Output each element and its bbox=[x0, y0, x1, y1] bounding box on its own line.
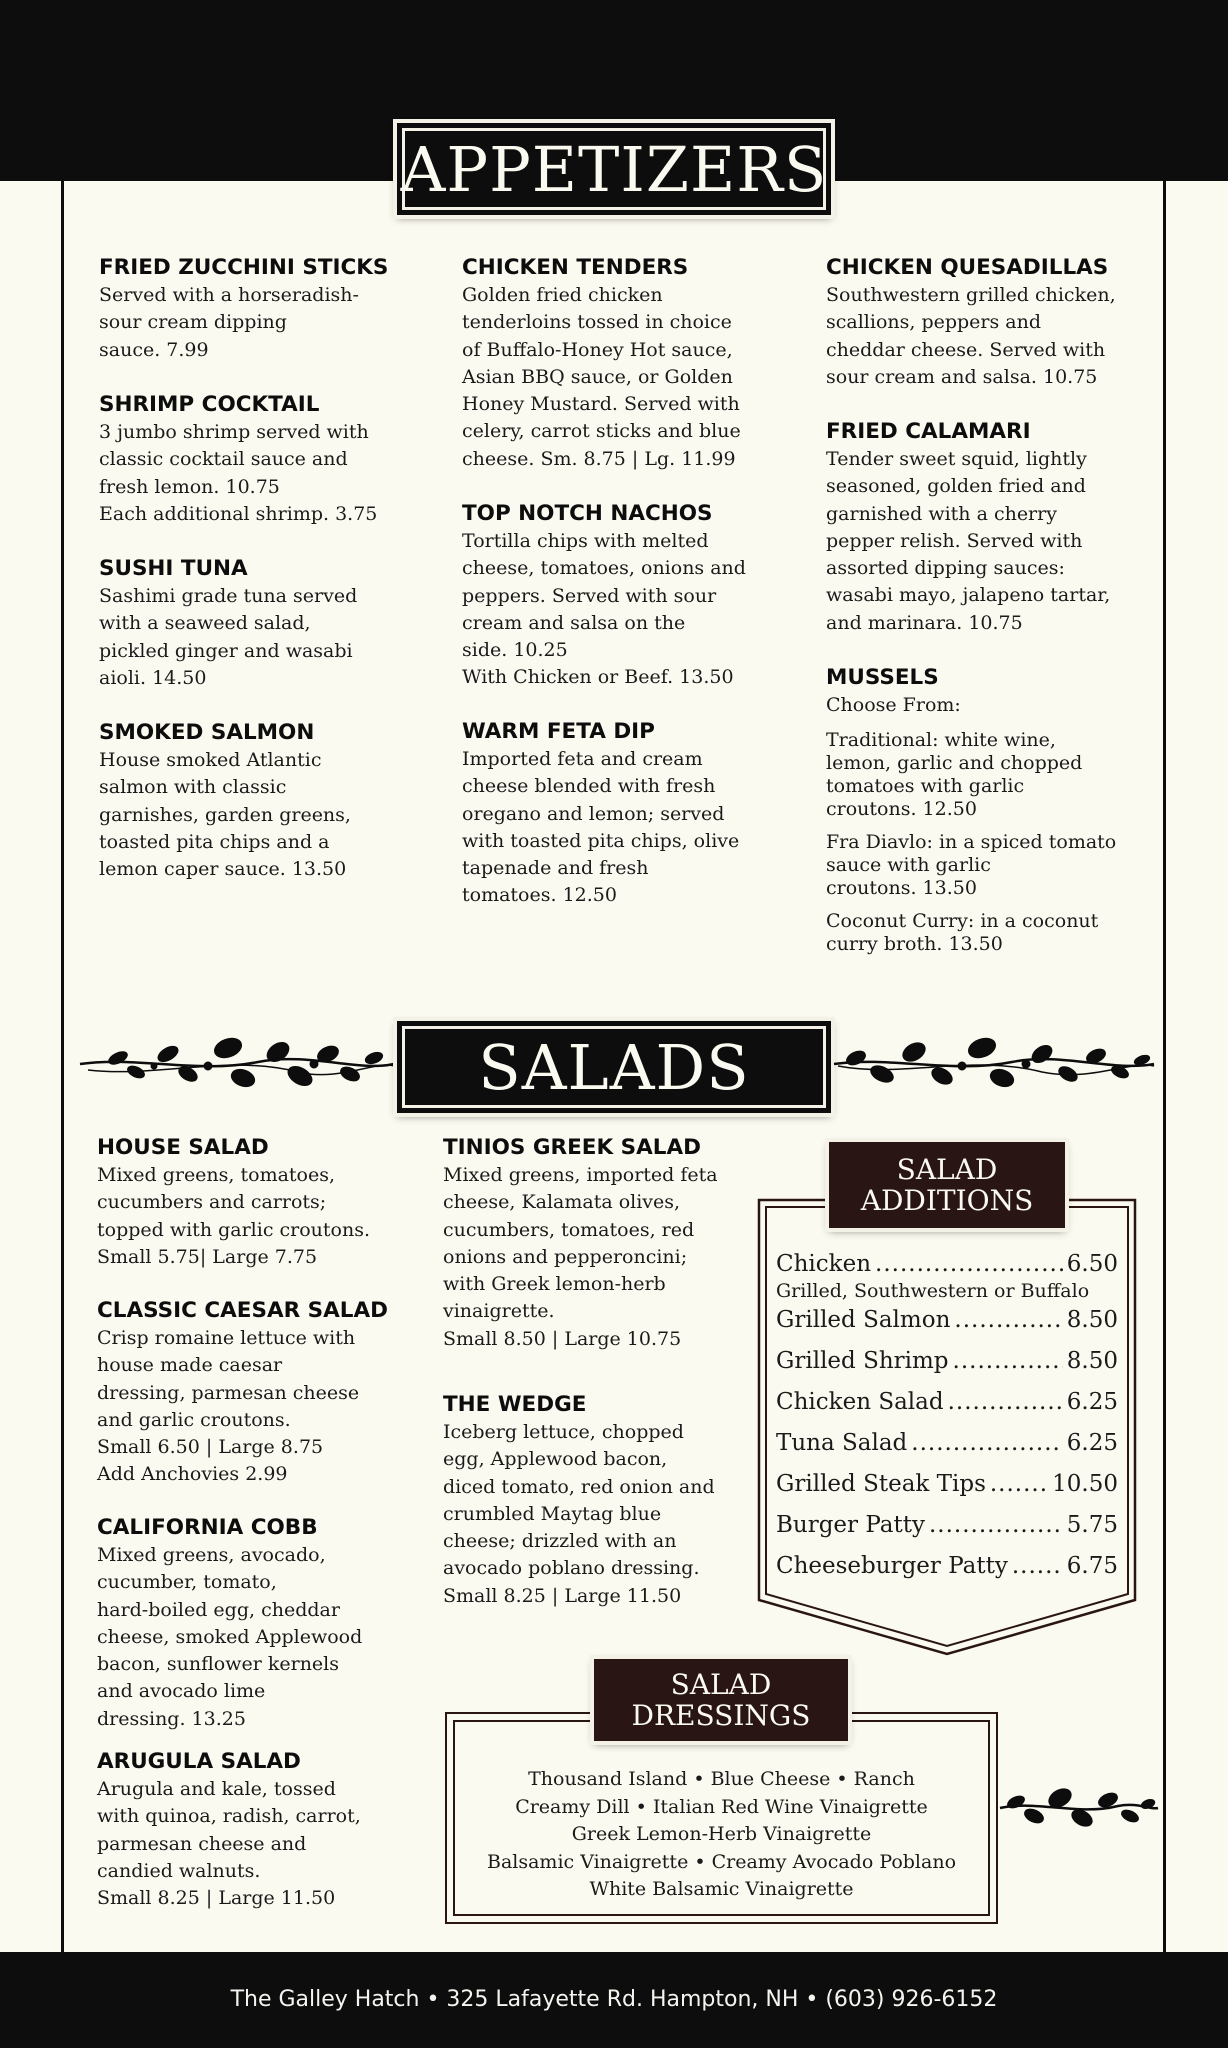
left-border-line bbox=[61, 181, 64, 1952]
menu-item-house-salad bbox=[97, 1134, 407, 1271]
additions-list bbox=[776, 1251, 1118, 1594]
addition-note: Grilled, Southwestern or Buffalo bbox=[776, 1280, 1090, 1302]
item-description: Tortilla chips with melted cheese, tomatoes, onions and peppers. Served with sour cream and salsa on the side. 10.25 With Chicken or Beef. 13.50 bbox=[462, 530, 746, 689]
salads-title-text: SALADS bbox=[478, 1030, 750, 1104]
item-description: Golden fried chicken tenderloins tossed in choice of Buffalo-Honey Hot sauce, Asian BBQ sauce, or Golden Honey Mustard. Served with celery, carrot sticks and blue cheese. Sm. 8.75 | Lg. 11.99 bbox=[462, 284, 741, 470]
leafy-vine-ornament-icon bbox=[998, 1780, 1160, 1836]
menu-item-fried-calamari bbox=[826, 418, 1146, 637]
item-description: Arugula and kale, tossed with quinoa, radish, carrot, parmesan cheese and candied walnuts. Small 8.25 | Large 11.50 bbox=[97, 1778, 361, 1910]
addition-row: Chicken Salad ..... 6.25 bbox=[776, 1389, 1118, 1430]
addition-row: Burger Patty ..... 5.75 bbox=[776, 1512, 1118, 1553]
item-name: MUSSELS bbox=[826, 665, 939, 690]
addition-row: Chicken ..... 6.50 bbox=[776, 1251, 1118, 1292]
item-name: TOP NOTCH NACHOS bbox=[462, 501, 713, 526]
item-name: CALIFORNIA COBB bbox=[97, 1515, 318, 1540]
appetizers-title-text: APPETIZERS bbox=[400, 132, 828, 206]
mussels-option-fra-diavlo: Fra Diavlo: in a spiced tomato sauce with garlic croutons. 13.50 bbox=[826, 831, 1117, 900]
menu-item-california-cobb bbox=[97, 1514, 407, 1733]
item-description: Served with a horseradish- sour cream dipping sauce. 7.99 bbox=[99, 284, 359, 361]
footer-address: The Galley Hatch • 325 Lafayette Rd. Hampton, NH • (603) 926-6152 bbox=[230, 1987, 998, 2012]
item-name: ARUGULA SALAD bbox=[97, 1749, 301, 1774]
appetizers-title bbox=[397, 123, 831, 215]
menu-item-chicken-tenders bbox=[462, 254, 782, 473]
menu-item-shrimp-cocktail bbox=[99, 391, 399, 528]
menu-item-warm-feta-dip bbox=[462, 718, 782, 910]
dressings-title: SALAD DRESSINGS bbox=[594, 1659, 848, 1741]
addition-row: Grilled Shrimp ..... 8.50 bbox=[776, 1348, 1118, 1389]
item-name: SUSHI TUNA bbox=[99, 556, 248, 581]
item-description: Southwestern grilled chicken, scallions, peppers and cheddar cheese. Served with sour cream and salsa. 10.75 bbox=[826, 284, 1116, 388]
salads-title bbox=[397, 1021, 831, 1113]
item-description: Mixed greens, avocado, cucumber, tomato, hard-boiled egg, cheddar cheese, smoked Applewood bacon, sunflower kernels and avocado lime dressing. 13.25 bbox=[97, 1544, 363, 1730]
item-name: THE WEDGE bbox=[443, 1392, 587, 1417]
menu-item-tinios-greek-salad bbox=[443, 1134, 753, 1353]
menu-item-the-wedge bbox=[443, 1391, 753, 1610]
item-name: SMOKED SALMON bbox=[99, 720, 315, 745]
item-name: SHRIMP COCKTAIL bbox=[99, 392, 320, 417]
menu-item-mussels bbox=[826, 664, 1146, 956]
additions-title: SALAD ADDITIONS bbox=[829, 1142, 1065, 1228]
item-name: CHICKEN TENDERS bbox=[462, 255, 689, 280]
menu-item-top-notch-nachos bbox=[462, 500, 782, 692]
item-description: House smoked Atlantic salmon with classic garnishes, garden greens, toasted pita chips and a lemon caper sauce. 13.50 bbox=[99, 749, 351, 881]
item-description: Sashimi grade tuna served with a seaweed salad, pickled ginger and wasabi aioli. 14.50 bbox=[99, 585, 358, 689]
addition-row: Grilled Salmon ..... 8.50 bbox=[776, 1307, 1118, 1348]
addition-row: Grilled Steak Tips ..... 10.50 bbox=[776, 1471, 1118, 1512]
leafy-vine-ornament-icon bbox=[832, 1030, 1156, 1098]
menu-item-smoked-salmon bbox=[99, 719, 399, 883]
item-name: WARM FETA DIP bbox=[462, 719, 655, 744]
menu-item-arugula-salad bbox=[97, 1748, 407, 1912]
item-description: 3 jumbo shrimp served with classic cocktail sauce and fresh lemon. 10.75 Each additional shrimp. 3.75 bbox=[99, 421, 378, 525]
dressings-list: Thousand Island • Blue Cheese • Ranch Creamy Dill • Italian Red Wine Vinaigrette Greek Lemon-Herb Vinaigrette Balsamic Vinaigrette • Creamy Avocado Poblano White Balsamic Vinaigrette bbox=[486, 1768, 957, 1900]
item-description: Imported feta and cream cheese blended with fresh oregano and lemon; served with toasted pita chips, olive tapenade and fresh tomatoes. 12.50 bbox=[462, 748, 740, 907]
item-description: Crisp romaine lettuce with house made caesar dressing, parmesan cheese and garlic croutons. Small 6.50 | Large 8.75 Add Anchovies 2.99 bbox=[97, 1327, 360, 1486]
item-name: CHICKEN QUESADILLAS bbox=[826, 255, 1109, 280]
mussels-option-coconut-curry: Coconut Curry: in a coconut curry broth. 13.50 bbox=[826, 910, 1099, 956]
menu-item-classic-caesar-salad bbox=[97, 1297, 407, 1489]
item-description: Iceberg lettuce, chopped egg, Applewood bacon, diced tomato, red onion and crumbled Maytag blue cheese; drizzled with an avocado poblano dressing. Small 8.25 | Large 11.50 bbox=[443, 1421, 715, 1607]
item-name: CLASSIC CAESAR SALAD bbox=[97, 1298, 388, 1323]
item-name: FRIED ZUCCHINI STICKS bbox=[99, 255, 389, 280]
leafy-vine-ornament-icon bbox=[78, 1030, 396, 1098]
item-name: HOUSE SALAD bbox=[97, 1135, 269, 1160]
item-name: TINIOS GREEK SALAD bbox=[443, 1135, 701, 1160]
addition-row: Cheeseburger Patty ..... 6.75 bbox=[776, 1553, 1118, 1594]
mussels-intro: Choose From: bbox=[826, 694, 961, 716]
item-description: Mixed greens, imported feta cheese, Kalamata olives, cucumbers, tomatoes, red onions and pepperoncini; with Greek lemon-herb vinaigrette. Small 8.50 | Large 10.75 bbox=[443, 1164, 718, 1350]
right-border-line bbox=[1163, 181, 1166, 1952]
menu-item-sushi-tuna bbox=[99, 555, 399, 692]
mussels-option-traditional: Traditional: white wine, lemon, garlic and chopped tomatoes with garlic croutons. 12.50 bbox=[826, 729, 1083, 821]
item-description: Tender sweet squid, lightly seasoned, golden fried and garnished with a cherry pepper relish. Served with assorted dipping sauces: wasabi mayo, jalapeno tartar, and marinara. 10.75 bbox=[826, 448, 1111, 634]
menu-item-chicken-quesadillas bbox=[826, 254, 1146, 391]
addition-row: Tuna Salad ..... 6.25 bbox=[776, 1430, 1118, 1471]
menu-item-fried-zucchini bbox=[99, 254, 399, 364]
item-name: FRIED CALAMARI bbox=[826, 419, 1031, 444]
item-description: Mixed greens, tomatoes, cucumbers and carrots; topped with garlic croutons. Small 5.75| Large 7.75 bbox=[97, 1164, 371, 1268]
